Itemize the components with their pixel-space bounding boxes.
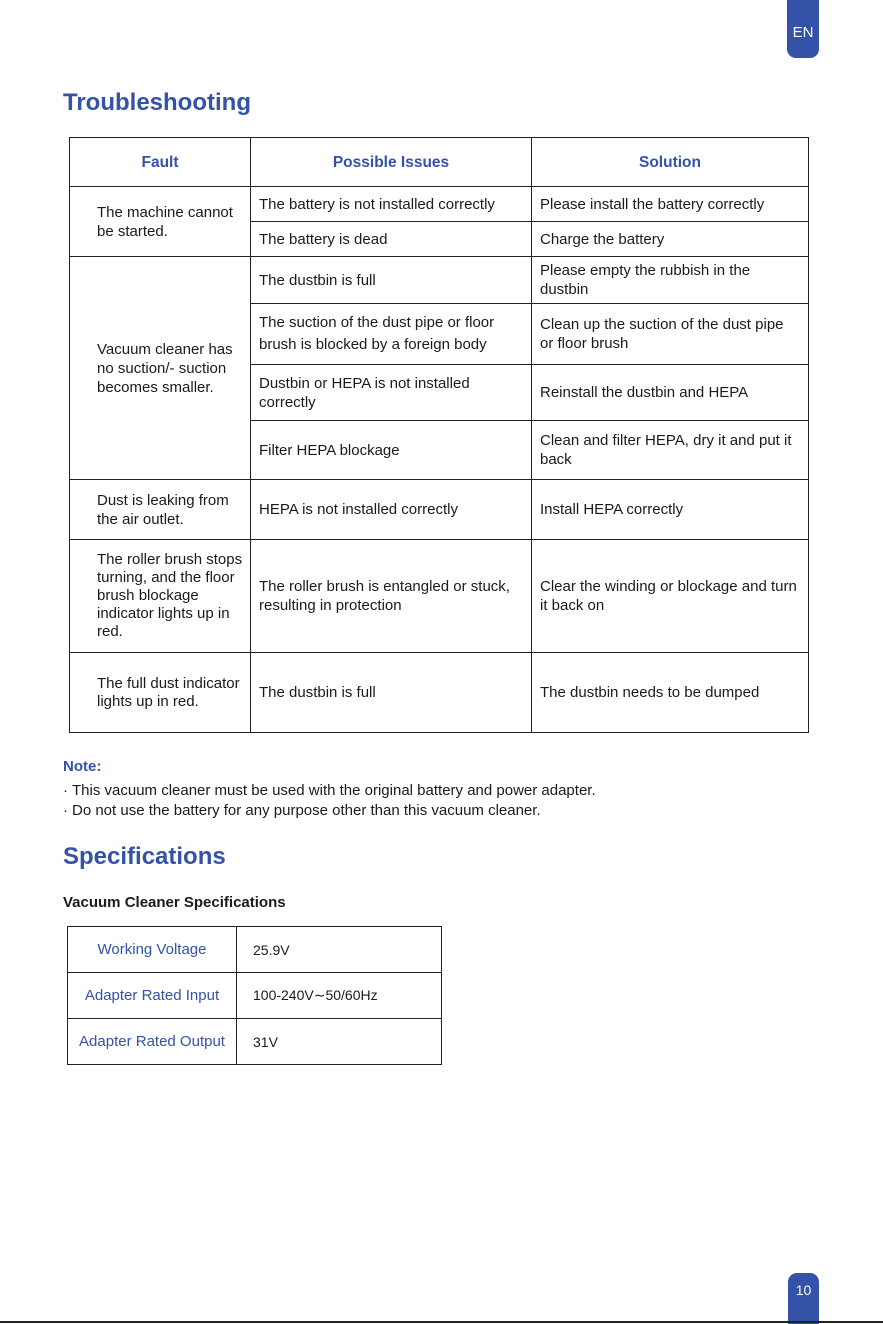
issue-cell: The battery is not installed correctly — [251, 187, 532, 222]
issue-cell: The suction of the dust pipe or floor brush is blocked by a foreign body — [251, 304, 532, 365]
table-row — [70, 480, 809, 540]
solution-cell: Charge the battery — [532, 222, 809, 257]
issue-cell: Dustbin or HEPA is not installed correctly — [251, 365, 532, 421]
table-header-row — [70, 138, 809, 187]
header-fault: Fault — [70, 138, 251, 187]
troubleshooting-table — [69, 137, 809, 733]
issue-cell: Filter HEPA blockage — [251, 421, 532, 480]
solution-cell: Install HEPA correctly — [532, 480, 809, 540]
issue-cell: The roller brush is entangled or stuck, resulting in protection — [251, 540, 532, 653]
solution-cell: Please install the battery correctly — [532, 187, 809, 222]
table-row — [70, 653, 809, 733]
issue-cell: The dustbin is full — [251, 653, 532, 733]
note-list — [63, 781, 596, 821]
solution-cell: Please empty the rubbish in the dustbin — [532, 257, 809, 304]
table-row — [70, 257, 809, 304]
fault-cell: Dust is leaking from the air outlet. — [70, 480, 251, 540]
specifications-subtitle: Vacuum Cleaner Specifications — [63, 894, 286, 911]
solution-cell: Reinstall the dustbin and HEPA — [532, 365, 809, 421]
note-label: Note: — [63, 758, 102, 775]
spec-key: Adapter Rated Input — [68, 973, 237, 1019]
issue-cell: The dustbin is full — [251, 257, 532, 304]
solution-cell: Clean up the suction of the dust pipe or floor brush — [532, 304, 809, 365]
page-number: 10 — [788, 1273, 819, 1324]
issue-cell: HEPA is not installed correctly — [251, 480, 532, 540]
table-row — [70, 540, 809, 653]
header-possible-issues: Possible Issues — [251, 138, 532, 187]
solution-cell: Clear the winding or blockage and turn it back on — [532, 540, 809, 653]
spec-key: Adapter Rated Output — [68, 1019, 237, 1065]
fault-cell: The machine cannot be started. — [70, 187, 251, 257]
fault-cell: The full dust indicator lights up in red. — [70, 653, 251, 733]
issue-cell: The battery is dead — [251, 222, 532, 257]
fault-cell: The roller brush stops turning, and the floor brush blockage indicator lights up in red. — [70, 540, 251, 653]
spec-key: Working Voltage — [68, 927, 237, 973]
spec-value: 25.9V — [237, 927, 442, 973]
spec-row — [68, 1019, 442, 1065]
solution-cell: Clean and filter HEPA, dry it and put it back — [532, 421, 809, 480]
fault-cell: Vacuum cleaner has no suction/- suction becomes smaller. — [70, 257, 251, 480]
note-item: · This vacuum cleaner must be used with the original battery and power adapter. — [63, 781, 596, 801]
spec-row — [68, 927, 442, 973]
troubleshooting-title: Troubleshooting — [63, 89, 251, 116]
spec-row — [68, 973, 442, 1019]
spec-value: 100-240V∼50/60Hz — [237, 973, 442, 1019]
solution-cell: The dustbin needs to be dumped — [532, 653, 809, 733]
spec-value: 31V — [237, 1019, 442, 1065]
header-solution: Solution — [532, 138, 809, 187]
specifications-title: Specifications — [63, 843, 226, 870]
language-tab: EN — [787, 0, 819, 58]
note-item: · Do not use the battery for any purpose other than this vacuum cleaner. — [63, 801, 596, 821]
bottom-divider — [0, 1321, 883, 1323]
specifications-table — [67, 926, 442, 1065]
table-row — [70, 187, 809, 222]
